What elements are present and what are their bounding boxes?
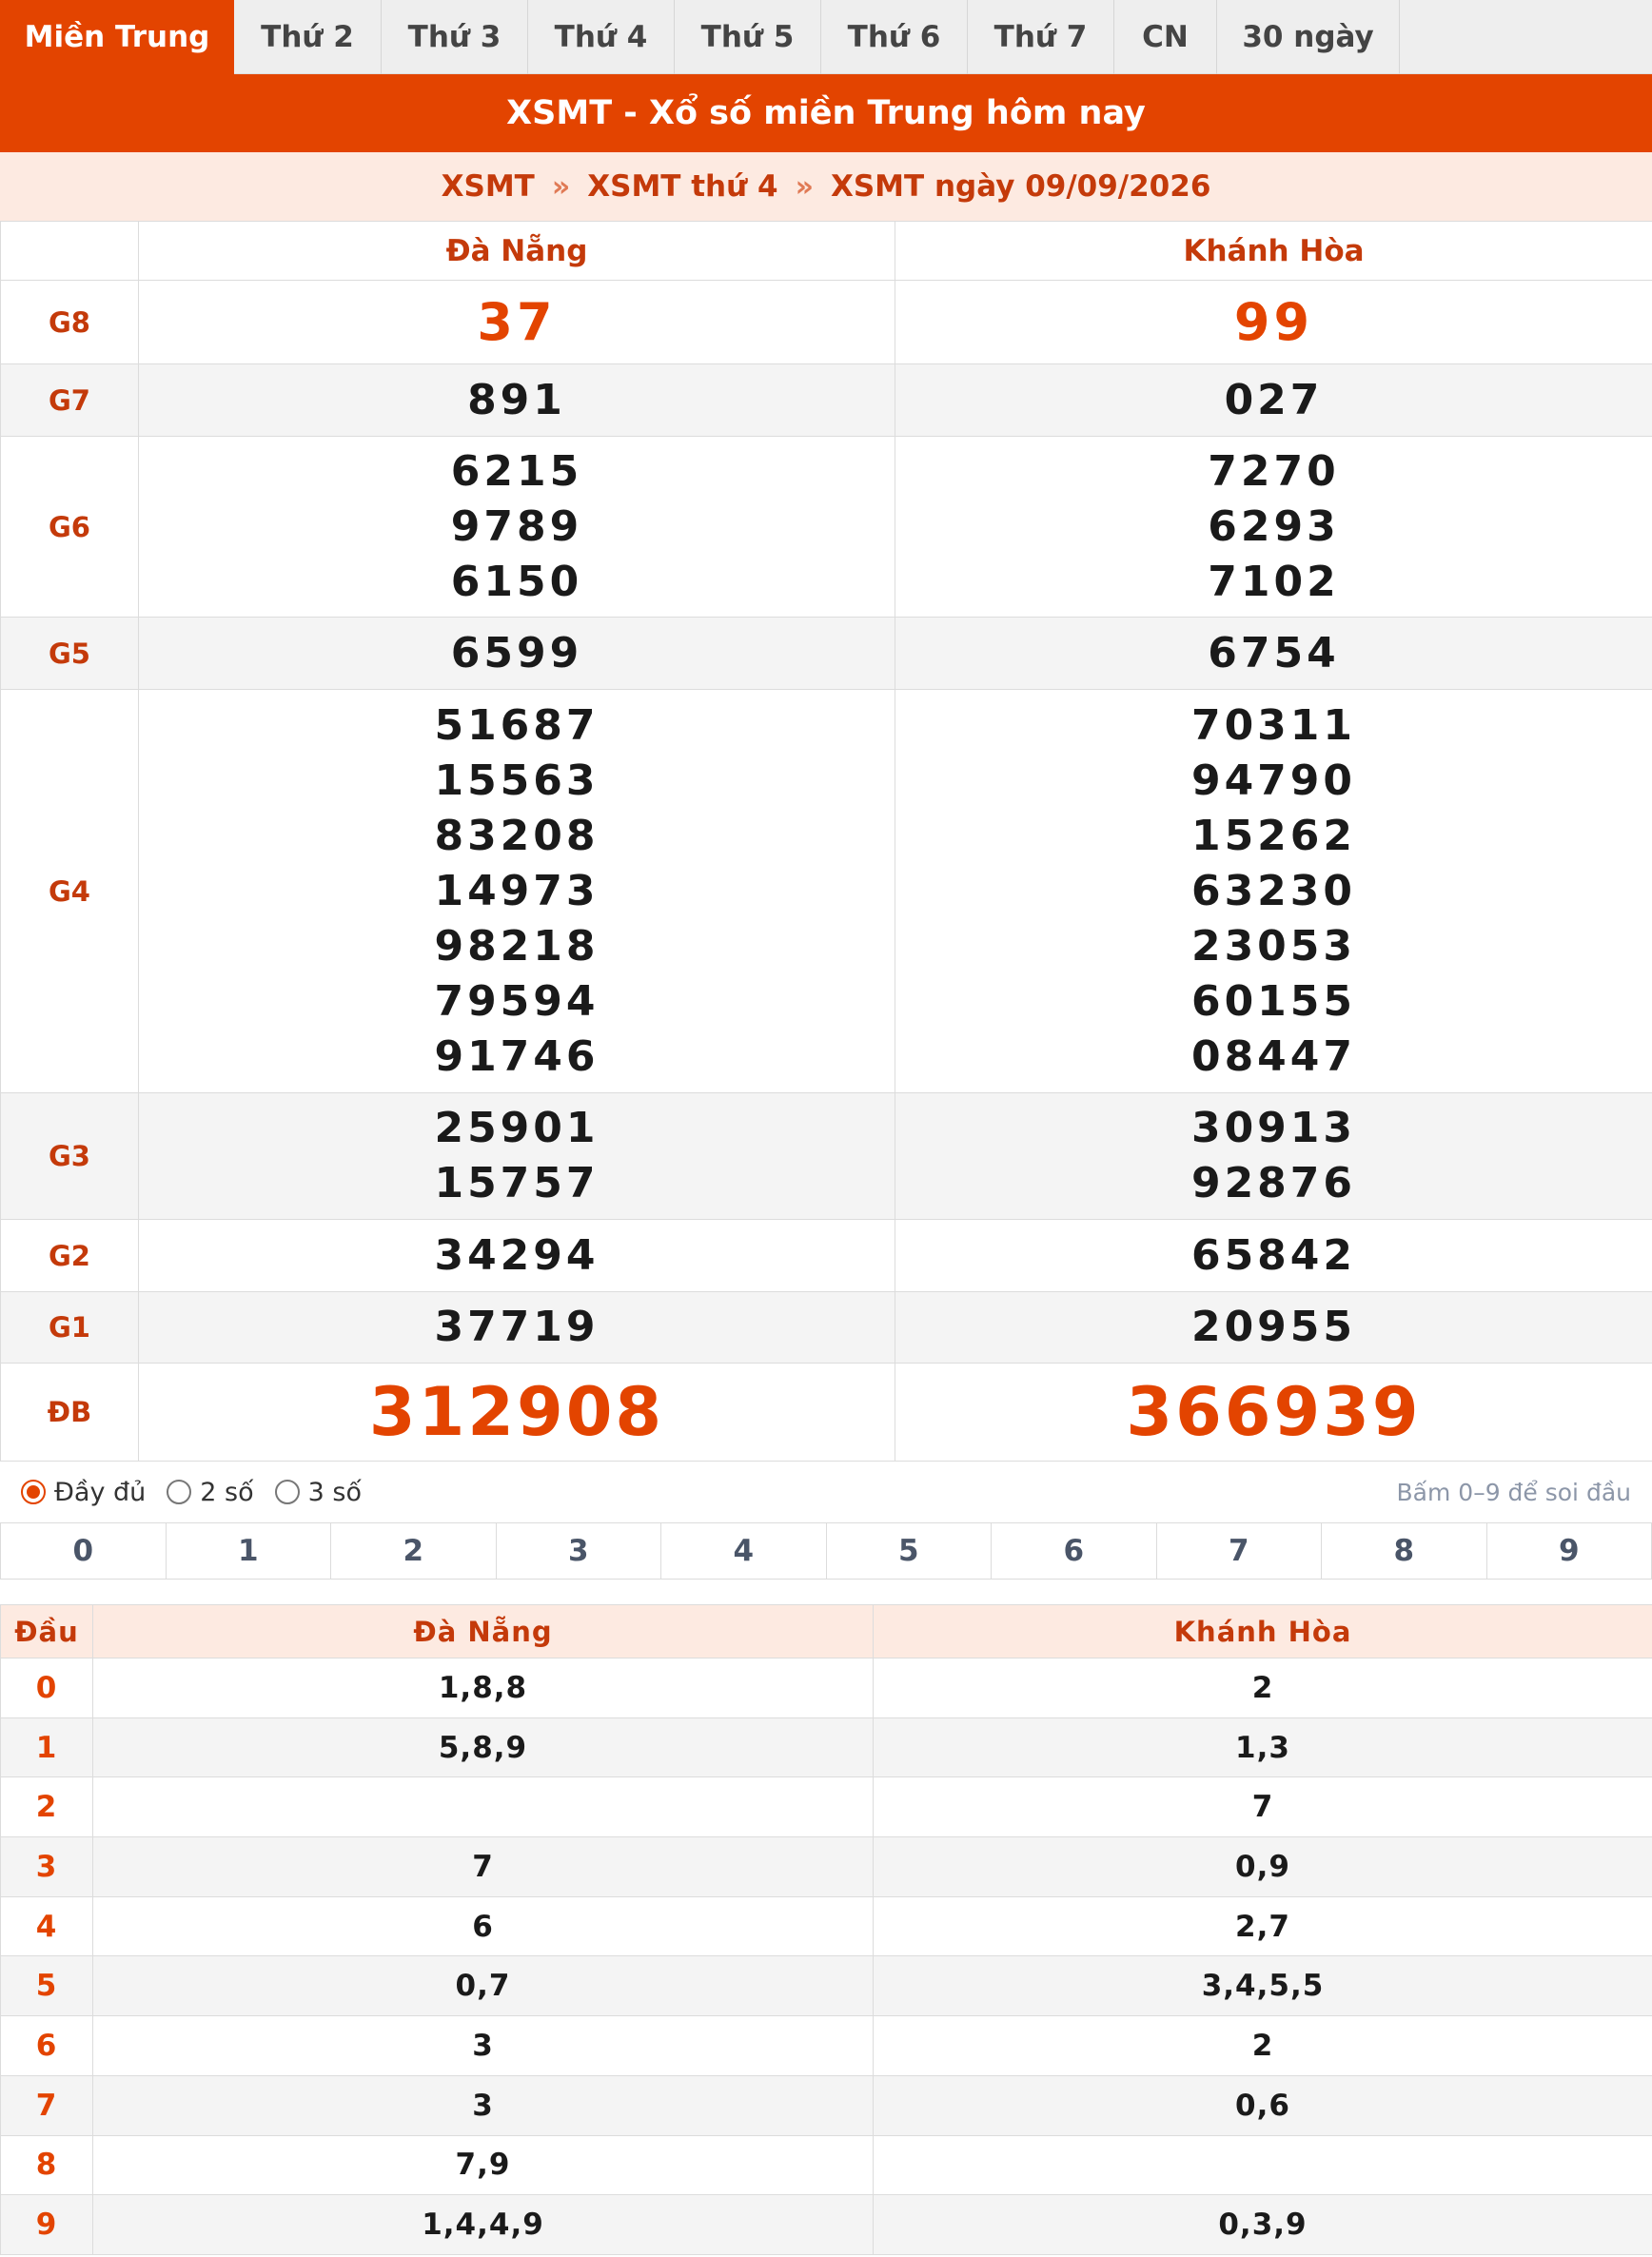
prize-row-g4 <box>1 690 1652 1093</box>
prize-cell <box>139 1364 895 1462</box>
breadcrumb-separator: » <box>551 169 571 204</box>
prize-label: G5 <box>1 618 139 690</box>
prize-cell <box>895 437 1652 618</box>
head-digit-header-khanh-hoa: Khánh Hòa <box>874 1605 1652 1658</box>
prize-number: 7102 <box>1208 557 1340 606</box>
prize-cell <box>895 1093 1652 1220</box>
prize-number: 6754 <box>1208 628 1340 677</box>
filter-option-label: Đầy đủ <box>54 1477 147 1507</box>
special-prize-number: 312908 <box>368 1373 665 1451</box>
prize-number: 63230 <box>1190 866 1357 915</box>
table-row <box>1 2135 1652 2195</box>
filter-option-label: 2 số <box>200 1477 254 1507</box>
results-header-blank <box>1 222 139 281</box>
head-digit: 0 <box>1 1658 93 1718</box>
prize-number: 79594 <box>434 976 600 1026</box>
prize-number: 83208 <box>434 811 600 860</box>
prize-cell <box>139 618 895 690</box>
prize-number: 15757 <box>434 1159 600 1207</box>
prize-number: 6150 <box>450 557 583 606</box>
table-row <box>1 1717 1652 1777</box>
head-digit: 9 <box>1 2195 93 2255</box>
tail-digits: 0,6 <box>874 2075 1652 2135</box>
digit-button-4[interactable]: 4 <box>661 1523 827 1579</box>
tail-digits <box>874 2135 1652 2195</box>
digit-button-2[interactable]: 2 <box>331 1523 497 1579</box>
head-digit-header-da-nang: Đà Nẵng <box>93 1605 874 1658</box>
prize-number: 91746 <box>434 1031 600 1081</box>
tail-digits: 5,8,9 <box>93 1717 874 1777</box>
tab-cn[interactable]: CN <box>1114 0 1217 74</box>
digit-buttons <box>0 1522 1652 1580</box>
prize-label: G4 <box>1 690 139 1093</box>
prize-cell <box>139 437 895 618</box>
digit-button-0[interactable]: 0 <box>1 1523 167 1579</box>
head-digit: 6 <box>1 2016 93 2076</box>
tab-thu-3[interactable]: Thứ 3 <box>382 0 528 74</box>
filter-option-label: 3 số <box>307 1477 362 1507</box>
tab-30-ngay[interactable]: 30 ngày <box>1217 0 1400 74</box>
prize-row-g8 <box>1 281 1652 364</box>
digit-button-1[interactable]: 1 <box>167 1523 332 1579</box>
prize-row-g6 <box>1 437 1652 618</box>
prize-cell <box>895 618 1652 690</box>
digit-button-6[interactable]: 6 <box>992 1523 1157 1579</box>
prize-label: G2 <box>1 1220 139 1292</box>
prize-number: 6293 <box>1208 501 1340 551</box>
tail-digits: 3,4,5,5 <box>874 1956 1652 2016</box>
filter-option-full[interactable] <box>21 1478 146 1507</box>
prize-number: 37 <box>477 291 557 352</box>
special-prize-number: 366939 <box>1126 1373 1422 1451</box>
head-digit-table <box>0 1604 1652 2255</box>
prize-number: 30913 <box>1190 1104 1357 1152</box>
province-header-khanh-hoa: Khánh Hòa <box>895 222 1652 281</box>
prize-number: 9789 <box>450 501 583 551</box>
prize-number: 94790 <box>1190 756 1357 805</box>
prize-label: G7 <box>1 364 139 437</box>
prize-number: 14973 <box>434 866 600 915</box>
breadcrumb-separator: » <box>795 169 814 204</box>
digit-button-3[interactable]: 3 <box>497 1523 662 1579</box>
tail-digits: 0,7 <box>93 1956 874 2016</box>
prize-cell <box>895 364 1652 437</box>
prize-number: 25901 <box>434 1104 600 1152</box>
prize-row-db <box>1 1364 1652 1462</box>
table-row <box>1 2075 1652 2135</box>
prize-cell <box>139 281 895 364</box>
head-digit: 4 <box>1 1896 93 1956</box>
breadcrumb-link-xsmt-thu-4[interactable]: XSMT thứ 4 <box>587 169 778 204</box>
digit-button-5[interactable]: 5 <box>827 1523 993 1579</box>
prize-number: 891 <box>467 375 566 424</box>
prize-number: 99 <box>1233 291 1314 352</box>
tail-digits: 3 <box>93 2075 874 2135</box>
table-row <box>1 2016 1652 2076</box>
results-header-row <box>1 222 1652 281</box>
prize-cell <box>139 1292 895 1364</box>
prize-cell <box>139 364 895 437</box>
head-digit: 7 <box>1 2075 93 2135</box>
tail-digits: 2 <box>874 2016 1652 2076</box>
prize-label: G1 <box>1 1292 139 1364</box>
table-row <box>1 1777 1652 1837</box>
filter-option-3-digits[interactable] <box>275 1478 362 1507</box>
breadcrumb <box>0 152 1652 221</box>
prize-cell <box>895 690 1652 1093</box>
tail-digits: 3 <box>93 2016 874 2076</box>
prize-label: G6 <box>1 437 139 618</box>
radio-unchecked-icon[interactable] <box>167 1480 191 1504</box>
filter-option-2-digits[interactable] <box>167 1478 253 1507</box>
prize-cell <box>895 1220 1652 1292</box>
tail-digits: 6 <box>93 1896 874 1956</box>
tab-mien-trung[interactable]: Miền Trung <box>0 0 234 74</box>
prize-row-g7 <box>1 364 1652 437</box>
head-digit-header-dau: Đầu <box>1 1605 93 1658</box>
prize-cell <box>139 1093 895 1220</box>
prize-number: 98218 <box>434 921 600 971</box>
prize-number: 15563 <box>434 756 600 805</box>
head-digit: 1 <box>1 1717 93 1777</box>
prize-number: 027 <box>1224 375 1324 424</box>
prize-number: 70311 <box>1190 700 1357 750</box>
head-digit: 5 <box>1 1956 93 2016</box>
tail-digits: 2 <box>874 1658 1652 1718</box>
tail-digits: 7 <box>874 1777 1652 1837</box>
results-table <box>0 221 1652 1462</box>
tail-digits: 1,4,4,9 <box>93 2195 874 2255</box>
radio-checked-icon[interactable] <box>21 1480 46 1504</box>
prize-number: 34294 <box>434 1230 600 1280</box>
page-title: XSMT - Xổ số miền Trung hôm nay <box>0 74 1652 152</box>
tab-thu-5[interactable]: Thứ 5 <box>675 0 821 74</box>
digit-hint: Bấm 0–9 để soi đầu <box>1396 1478 1631 1506</box>
prize-label: ĐB <box>1 1364 139 1462</box>
table-row <box>1 2195 1652 2255</box>
breadcrumb-current[interactable]: XSMT ngày 09/09/2026 <box>830 169 1211 204</box>
prize-number: 60155 <box>1190 976 1357 1026</box>
prize-number: 23053 <box>1190 921 1357 971</box>
prize-cell <box>895 1292 1652 1364</box>
digit-button-7[interactable]: 7 <box>1157 1523 1323 1579</box>
province-header-da-nang: Đà Nẵng <box>139 222 895 281</box>
tab-thu-7[interactable]: Thứ 7 <box>968 0 1114 74</box>
head-digit-header-row <box>1 1605 1652 1658</box>
digit-button-9[interactable]: 9 <box>1558 1534 1580 1568</box>
tab-thu-4[interactable]: Thứ 4 <box>528 0 675 74</box>
prize-row-g1 <box>1 1292 1652 1364</box>
tail-digits: 2,7 <box>874 1896 1652 1956</box>
prize-label: G8 <box>1 281 139 364</box>
prize-cell <box>139 1220 895 1292</box>
table-row <box>1 1956 1652 2016</box>
tail-digits <box>93 1777 874 1837</box>
tail-digits: 0,3,9 <box>874 2195 1652 2255</box>
tab-thu-2[interactable]: Thứ 2 <box>234 0 382 74</box>
prize-row-g2 <box>1 1220 1652 1292</box>
tail-digits: 0,9 <box>874 1837 1652 1897</box>
display-filter <box>0 1462 1652 1522</box>
prize-cell <box>895 1364 1652 1462</box>
prize-row-g3 <box>1 1093 1652 1220</box>
digit-button-8[interactable]: 8 <box>1322 1523 1487 1579</box>
breadcrumb-link-xsmt[interactable]: XSMT <box>441 169 535 204</box>
tail-digits: 1,8,8 <box>93 1658 874 1718</box>
tail-digits: 7,9 <box>93 2135 874 2195</box>
radio-unchecked-icon[interactable] <box>275 1480 300 1504</box>
prize-row-g5 <box>1 618 1652 690</box>
table-row <box>1 1658 1652 1718</box>
prize-number: 7270 <box>1208 446 1340 496</box>
prize-number: 51687 <box>434 700 600 750</box>
region-tabs <box>0 0 1652 74</box>
head-digit: 2 <box>1 1777 93 1837</box>
prize-label: G3 <box>1 1093 139 1220</box>
prize-number: 92876 <box>1190 1159 1357 1207</box>
tab-thu-6[interactable]: Thứ 6 <box>821 0 968 74</box>
prize-number: 15262 <box>1190 811 1357 860</box>
prize-number: 6599 <box>450 628 583 677</box>
table-row <box>1 1837 1652 1897</box>
prize-cell <box>139 690 895 1093</box>
prize-cell <box>895 281 1652 364</box>
prize-number: 37719 <box>434 1303 600 1351</box>
prize-number: 65842 <box>1190 1230 1357 1280</box>
tail-digits: 1,3 <box>874 1717 1652 1777</box>
head-digit: 8 <box>1 2135 93 2195</box>
head-digit: 3 <box>1 1837 93 1897</box>
prize-number: 08447 <box>1190 1031 1357 1081</box>
tail-digits: 7 <box>93 1837 874 1897</box>
prize-number: 20955 <box>1190 1303 1357 1351</box>
table-row <box>1 1896 1652 1956</box>
prize-number: 6215 <box>450 446 583 496</box>
